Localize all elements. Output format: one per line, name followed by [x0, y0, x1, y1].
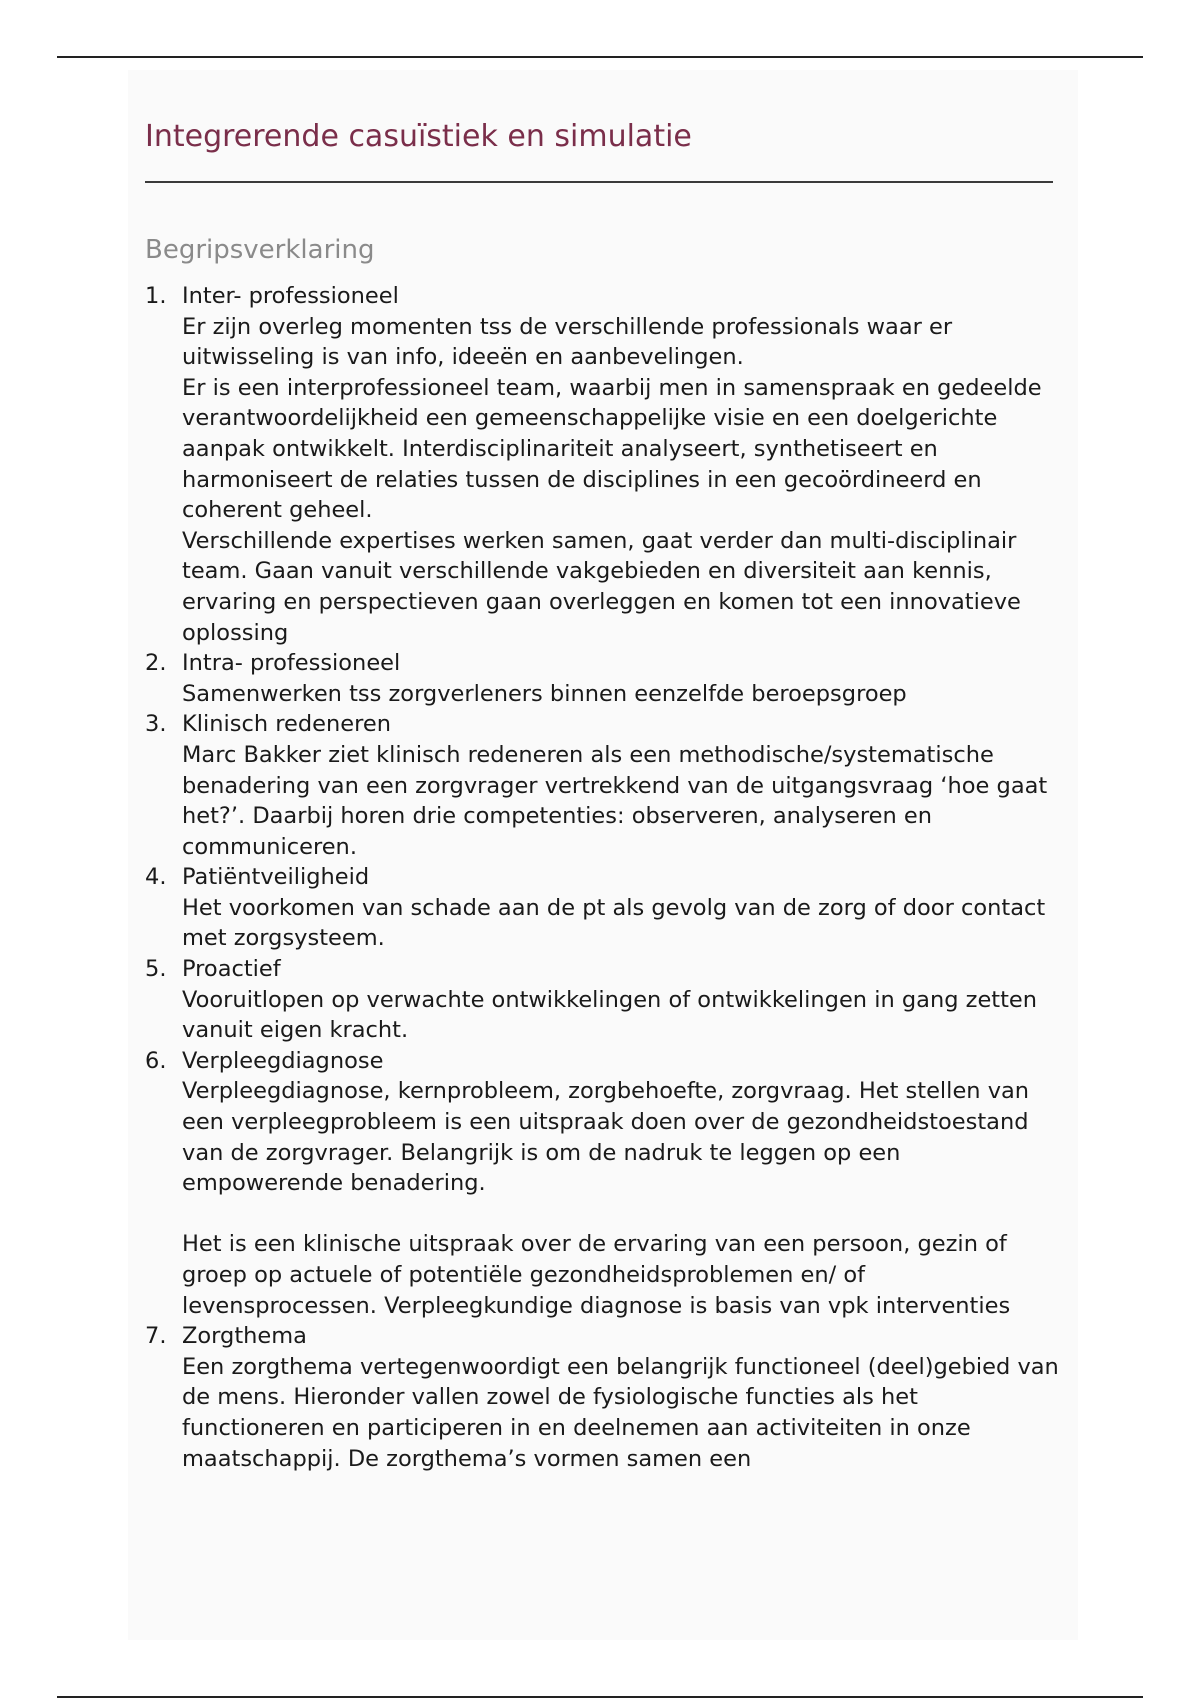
document-title: Integrerende casuïstiek en simulatie	[145, 119, 692, 154]
item-number: 7.	[145, 1323, 167, 1350]
item-paragraph: Er zijn overleg momenten tss de verschillende professionals waar er uitwisseling is van info, ideeën en aanbevelingen.	[182, 313, 953, 371]
item-number: 6.	[145, 1047, 167, 1074]
item-term: Patiëntveiligheid	[182, 864, 370, 891]
list-item	[145, 1046, 1065, 1321]
section-heading: Begripsverklaring	[145, 235, 375, 265]
item-term: Klinisch redeneren	[182, 711, 391, 738]
item-paragraph: Verschillende expertises werken samen, gaat verder dan multi-disciplinair team. Gaan vanuit verschillende vakgebieden en diversiteit aan kennis, ervaring en perspectieven gaan overleggen en komen tot een innovatieve oplossing	[182, 527, 1021, 646]
item-paragraph: Samenwerken tss zorgverleners binnen eenzelfde beroepsgroep	[182, 680, 907, 707]
document-content	[145, 112, 1065, 1474]
item-term: Zorgthema	[182, 1323, 307, 1350]
top-rule	[57, 56, 1143, 58]
list-item	[145, 862, 1065, 954]
item-term: Inter- professioneel	[182, 283, 399, 309]
item-number: 1.	[145, 283, 167, 309]
list-item	[145, 954, 1065, 1046]
item-term: Intra- professioneel	[182, 650, 401, 677]
item-paragraph: Het is een klinische uitspraak over de ervaring van een persoon, gezin of groep op actuele of potentiële gezondheidsproblemen en/ of levensprocessen. Verpleegkundige diagnose is basis van vpk interventies	[182, 1231, 1011, 1319]
title-divider	[145, 181, 1053, 183]
bottom-rule	[57, 1696, 1143, 1698]
item-paragraph: Vooruitlopen op verwachte ontwikkelingen of ontwikkelingen in gang zetten vanuit eigen kracht.	[182, 986, 1038, 1044]
item-paragraph: Marc Bakker ziet klinisch redeneren als een methodische/systematische benadering van een zorgvrager vertrekkend van de uitgangsvraag ‘hoe gaat het?’. Daarbij horen drie competenties: observeren, analyseren en communiceren.	[182, 741, 1048, 860]
list-item	[145, 709, 1065, 862]
item-number: 3.	[145, 711, 167, 738]
item-number: 4.	[145, 864, 167, 891]
paragraph-spacer	[182, 1199, 1065, 1230]
item-paragraph: Er is een interprofessioneel team, waarbij men in samenspraak en gedeelde verantwoordelijkheid een gemeenschappelijke visie en een doelgerichte aanpak ontwikkelt. Interdisciplinariteit analyseert, synthetiseert en harmoniseert de relaties tussen de disciplines in een gecoördineerd en coherent geheel.	[182, 374, 1042, 524]
item-term: Verpleegdiagnose	[182, 1047, 384, 1074]
list-item	[145, 281, 1065, 648]
list-item	[145, 648, 1065, 709]
item-number: 5.	[145, 956, 167, 983]
definition-list	[145, 281, 1065, 1474]
item-term: Proactief	[182, 956, 281, 983]
item-number: 2.	[145, 650, 167, 677]
list-item	[145, 1321, 1065, 1474]
item-paragraph: Verpleegdiagnose, kernprobleem, zorgbehoefte, zorgvraag. Het stellen van een verpleegprobleem is een uitspraak doen over de gezondheidstoestand van de zorgvrager. Belangrijk is om de nadruk te leggen op een empowerende benadering.	[182, 1078, 1030, 1197]
item-paragraph: Een zorgthema vertegenwoordigt een belangrijk functioneel (deel)gebied van de mens. Hieronder vallen zowel de fysiologische functies als het functioneren en participeren in en deelnemen aan activiteiten in onze maatschappij. De zorgthema’s vormen samen een	[182, 1353, 1059, 1472]
item-paragraph: Het voorkomen van schade aan de pt als gevolg van de zorg of door contact met zorgsysteem.	[182, 894, 1046, 952]
